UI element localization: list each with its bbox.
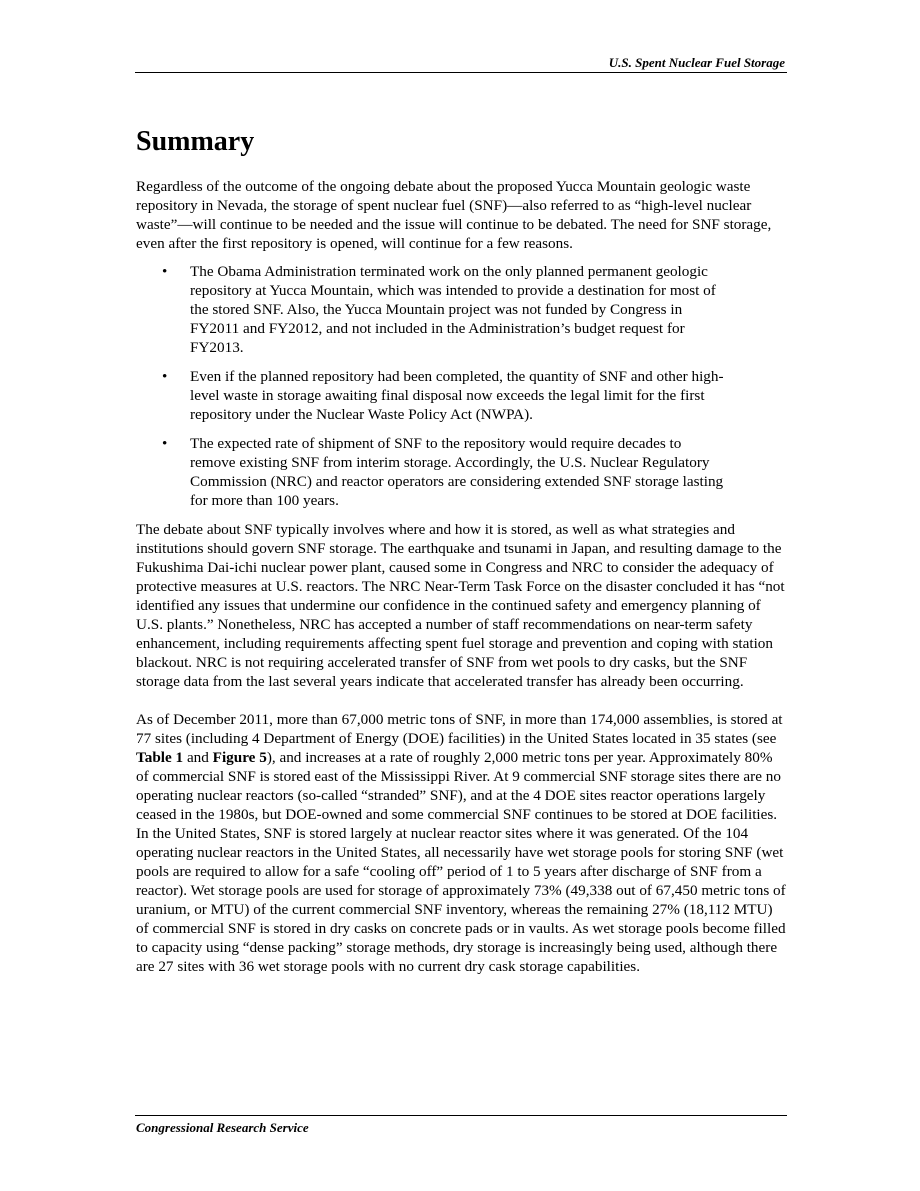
bullet-icon: • [162,368,168,385]
list-item-text: Even if the planned repository had been completed, the quantity of SNF and other high-level waste in storage awaiting final disposal now exceeds the legal limit for the first repository under the Nuclear Waste Policy Act (NWPA). [190,368,724,423]
reasons-list [136,262,786,510]
bullet-icon: • [162,435,168,452]
running-footer: Congressional Research Service [136,1120,309,1135]
intro-paragraph: Regardless of the outcome of the ongoing debate about the proposed Yucca Mountain geologic waste repository in Nevada, the storage of spent nuclear fuel (SNF)—also referred to as “high-level nuclear waste”—will continue to be needed and the issue will continue to be debated. The need for SNF storage, even after the first repository is opened, will continue for a few reasons. [136,178,772,252]
inventory-text-and: and [183,749,213,766]
inventory-text-part1: As of December 2011, more than 67,000 metric tons of SNF, in more than 174,000 assemblies, is stored at 77 sites (including 4 Department of Energy (DOE) facilities) in the United States located in 35 states (see [136,711,783,747]
table-1-reference[interactable]: Table 1 [136,749,184,766]
list-item-text: The expected rate of shipment of SNF to the repository would require decades to remove existing SNF from interim storage. Accordingly, the U.S. Nuclear Regulatory Commission (NRC) and reactor operators are considering extended SNF storage lasting for more than 100 years. [190,435,724,509]
list-item [136,367,786,424]
footer-rule [135,1115,787,1116]
list-item-text: The Obama Administration terminated work on the only planned permanent geologic repository at Yucca Mountain, which was intended to provide a destination for most of the stored SNF. Also, the Yucca Mountain project was not funded by Congress in FY2011 and FY2012, and not included in the Administration’s budget request for FY2013. [190,263,716,356]
header-rule [135,72,787,73]
inventory-text-part2: ), and increases at a rate of roughly 2,000 metric tons per year. Approximately 80% of commercial SNF is stored east of the Mississippi River. At 9 commercial SNF storage sites there are no operating nuclear reactors (so-called “stranded” SNF), and at the 4 DOE sites reactor operations largely ceased in the 1980s, but DOE-owned and some commercial SNF continues to be stored at DOE facilities. In the United States, SNF is stored largely at nuclear reactor sites where it was generated. Of the 104 operating nuclear reactors in the United States, all necessarily have wet storage pools for storing SNF (wet pools are required to allow for a safe “cooling off” period of 1 to 5 years after discharge of SNF from a reactor). Wet storage pools are used for storage of approximately 73% (49,338 out of 67,450 metric tons of uranium, or MTU) of the current commercial SNF inventory, whereas the remaining 27% (18,112 MTU) of commercial SNF is stored in dry casks on concrete pads or in vaults. As wet storage pools become filled to capacity using “dense packing” storage methods, dry storage is increasingly being used, although there are 27 sites with 36 wet storage pools with no current dry cask storage capabilities. [136,749,786,975]
running-header: U.S. Spent Nuclear Fuel Storage [608,55,785,70]
main-content [136,122,786,976]
list-item [136,434,786,510]
figure-5-reference[interactable]: Figure 5 [212,749,267,766]
bullet-icon: • [162,263,168,280]
debate-paragraph: The debate about SNF typically involves where and how it is stored, as well as what strategies and institutions should govern SNF storage. The earthquake and tsunami in Japan, and resulting damage to the Fukushima Dai-ichi nuclear power plant, caused some in Congress and NRC to consider the adequacy of protective measures at U.S. reactors. The NRC Near-Term Task Force on the disaster concluded it has “not identified any issues that undermine our confidence in the continued safety and emergency planning of U.S. plants.” Nonetheless, NRC has accepted a number of staff recommendations on near-term safety enhancement, including requirements affecting spent fuel storage and prevention and coping with station blackout. NRC is not requiring accelerated transfer of SNF from wet pools to dry casks, but the SNF storage data from the last several years indicate that accelerated transfer has already been occurring. [136,521,785,690]
section-heading: Summary [136,126,255,157]
inventory-paragraph [136,710,786,976]
list-item [136,262,786,357]
